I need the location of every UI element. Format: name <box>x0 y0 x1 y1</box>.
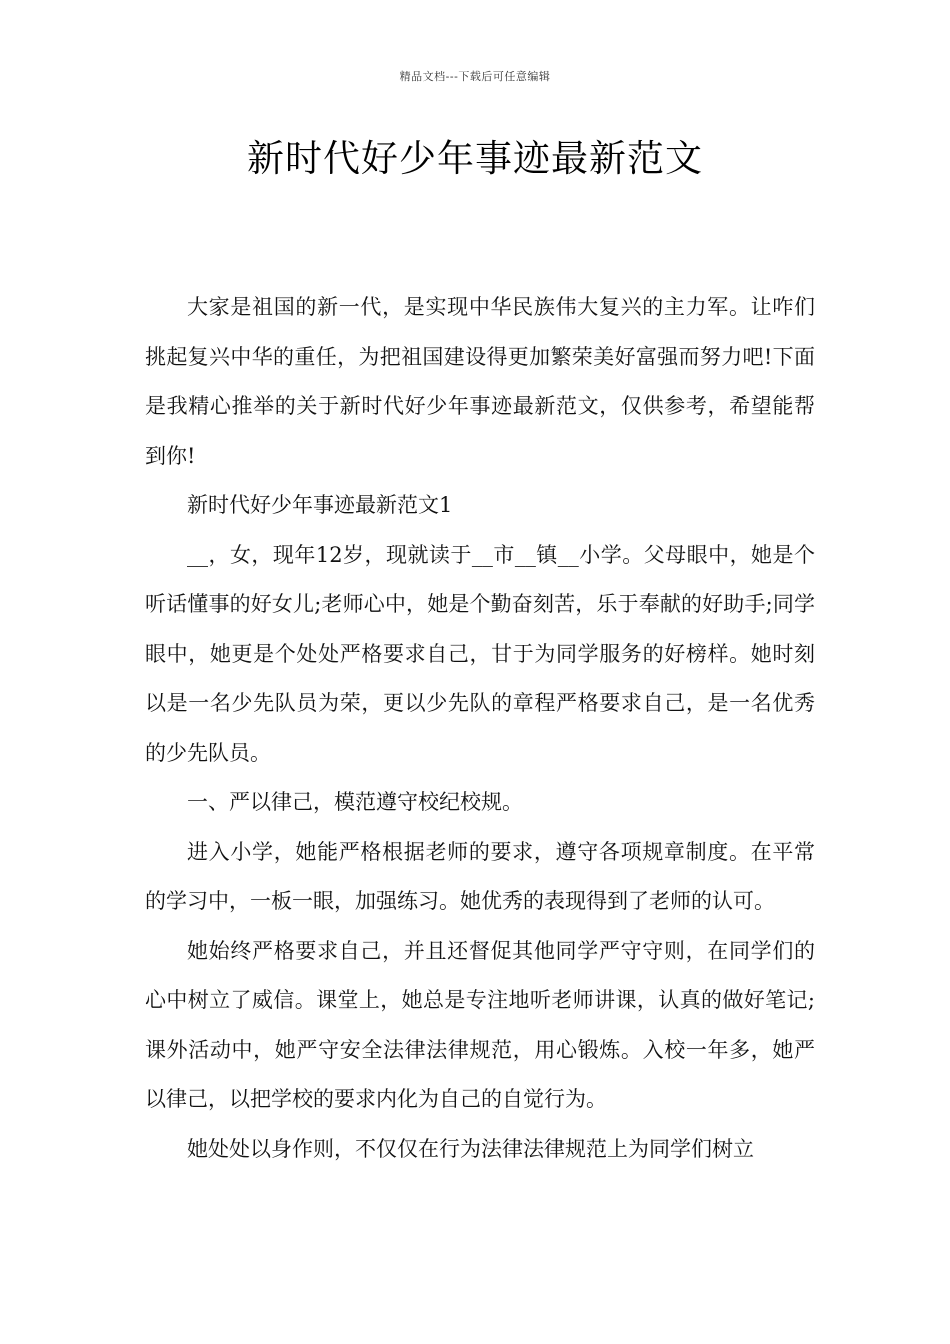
document-body <box>145 283 815 1174</box>
paragraph: 进入小学，她能严格根据老师的要求，遵守各项规章制度。在平常的学习中，一板一眼，加强练习。她优秀的表现得到了老师的认可。 <box>145 839 815 913</box>
page-header: 精品文档---下载后可任意编辑 <box>399 70 551 83</box>
subsection-heading: 一、严以律己，模范遵守校纪校规。 <box>187 790 523 814</box>
document-title: 新时代好少年事迹最新范文 <box>247 137 703 180</box>
paragraph: __，女，现年12岁，现就读于__市__镇__小学。父母眼中，她是个听话懂事的好女儿;老师心中，她是个勤奋刻苦，乐于奉献的好助手;同学眼中，她更是个处处严格要求自己，甘于为同学服务的好榜样。她时刻以是一名少先队员为荣，更以少先队的章程严格要求自己，是一名优秀的少先队员。 <box>145 542 815 765</box>
section-heading: 新时代好少年事迹最新范文1 <box>187 493 453 517</box>
paragraph-intro: 大家是祖国的新一代，是实现中华民族伟大复兴的主力军。让咋们挑起复兴中华的重任，为把祖国建设得更加繁荣美好富强而努力吧!下面是我精心推举的关于新时代好少年事迹最新范文，仅供参考，希望能帮到你! <box>145 295 815 468</box>
paragraph: 她始终严格要求自己，并且还督促其他同学严守守则，在同学们的心中树立了威信。课堂上，她总是专注地听老师讲课，认真的做好笔记;课外活动中，她严守安全法律法律规范，用心锻炼。入校一年多，她严以律己，以把学校的要求内化为自己的自觉行为。 <box>145 938 815 1111</box>
paragraph: 她处处以身作则，不仅仅在行为法律法律规范上为同学们树立 <box>187 1136 754 1161</box>
